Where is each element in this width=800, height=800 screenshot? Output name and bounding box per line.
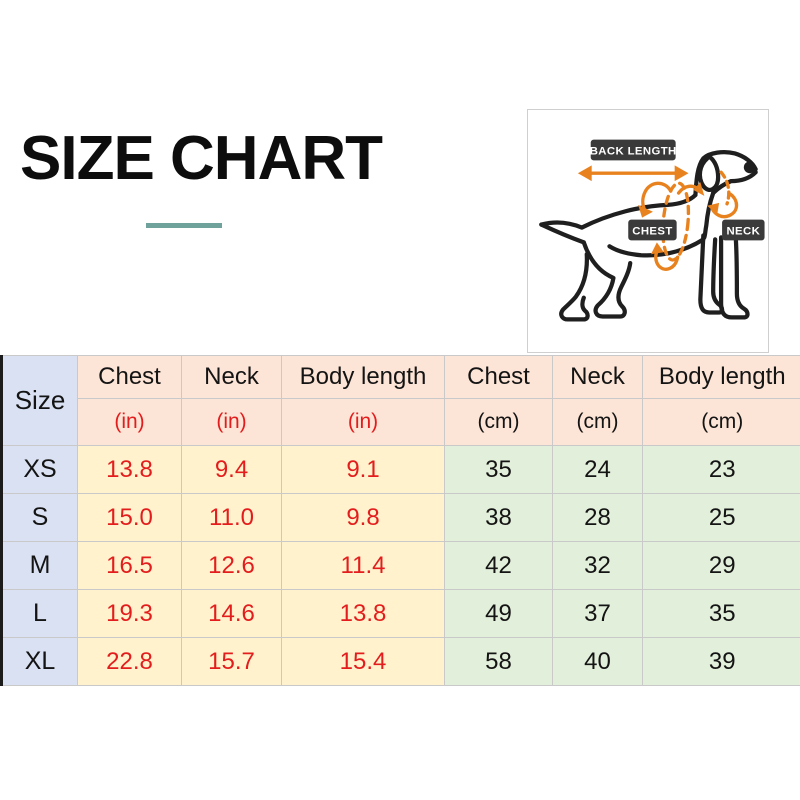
- inch-value-cell: 19.3: [78, 590, 182, 638]
- page-title: SIZE CHART: [20, 124, 382, 193]
- cm-value-cell: 42: [445, 542, 553, 590]
- unit-bodylength-in: (in): [282, 399, 445, 446]
- unit-chest-cm: (cm): [445, 399, 553, 446]
- size-column-header: Size: [2, 356, 78, 446]
- size-cell: XL: [2, 638, 78, 686]
- table-row: [2, 494, 800, 542]
- inch-value-cell: 16.5: [78, 542, 182, 590]
- inch-value-cell: 14.6: [182, 590, 282, 638]
- column-header-bodylength-in: Body length: [282, 356, 445, 399]
- cm-value-cell: 49: [445, 590, 553, 638]
- inch-value-cell: 13.8: [78, 446, 182, 494]
- title-underline: [146, 223, 222, 228]
- inch-value-cell: 9.1: [282, 446, 445, 494]
- cm-value-cell: 23: [643, 446, 800, 494]
- size-table-body: [2, 446, 800, 686]
- inch-value-cell: 15.0: [78, 494, 182, 542]
- inch-value-cell: 22.8: [78, 638, 182, 686]
- cm-value-cell: 28: [553, 494, 643, 542]
- inch-value-cell: 9.8: [282, 494, 445, 542]
- unit-bodylength-cm: (cm): [643, 399, 800, 446]
- inch-value-cell: 13.8: [282, 590, 445, 638]
- inch-value-cell: 12.6: [182, 542, 282, 590]
- dog-diagram-svg: [528, 110, 768, 352]
- inch-value-cell: 9.4: [182, 446, 282, 494]
- header-row-units: [2, 399, 800, 446]
- cm-value-cell: 35: [445, 446, 553, 494]
- chest-label: CHEST: [632, 225, 673, 238]
- column-header-neck-cm: Neck: [553, 356, 643, 399]
- inch-value-cell: 15.4: [282, 638, 445, 686]
- inch-value-cell: 15.7: [182, 638, 282, 686]
- neck-label: NECK: [726, 225, 761, 238]
- dog-measurement-diagram: [527, 109, 769, 353]
- table-row: [2, 590, 800, 638]
- size-cell: M: [2, 542, 78, 590]
- cm-value-cell: 29: [643, 542, 800, 590]
- back-length-label: BACK LENGTH: [589, 145, 677, 158]
- size-cell: XS: [2, 446, 78, 494]
- column-header-chest-in: Chest: [78, 356, 182, 399]
- column-header-neck-in: Neck: [182, 356, 282, 399]
- size-cell: S: [2, 494, 78, 542]
- cm-value-cell: 40: [553, 638, 643, 686]
- column-header-bodylength-cm: Body length: [643, 356, 800, 399]
- table-row: [2, 542, 800, 590]
- unit-neck-cm: (cm): [553, 399, 643, 446]
- cm-value-cell: 39: [643, 638, 800, 686]
- cm-value-cell: 24: [553, 446, 643, 494]
- unit-neck-in: (in): [182, 399, 282, 446]
- cm-value-cell: 32: [553, 542, 643, 590]
- size-cell: L: [2, 590, 78, 638]
- cm-value-cell: 35: [643, 590, 800, 638]
- header-row-names: [2, 356, 800, 399]
- inch-value-cell: 11.0: [182, 494, 282, 542]
- table-row: [2, 446, 800, 494]
- dog-nose: [744, 161, 756, 173]
- cm-value-cell: 37: [553, 590, 643, 638]
- column-header-chest-cm: Chest: [445, 356, 553, 399]
- table-row: [2, 638, 800, 686]
- inch-value-cell: 11.4: [282, 542, 445, 590]
- size-chart-table: [0, 355, 800, 686]
- cm-value-cell: 58: [445, 638, 553, 686]
- cm-value-cell: 25: [643, 494, 800, 542]
- unit-chest-in: (in): [78, 399, 182, 446]
- cm-value-cell: 38: [445, 494, 553, 542]
